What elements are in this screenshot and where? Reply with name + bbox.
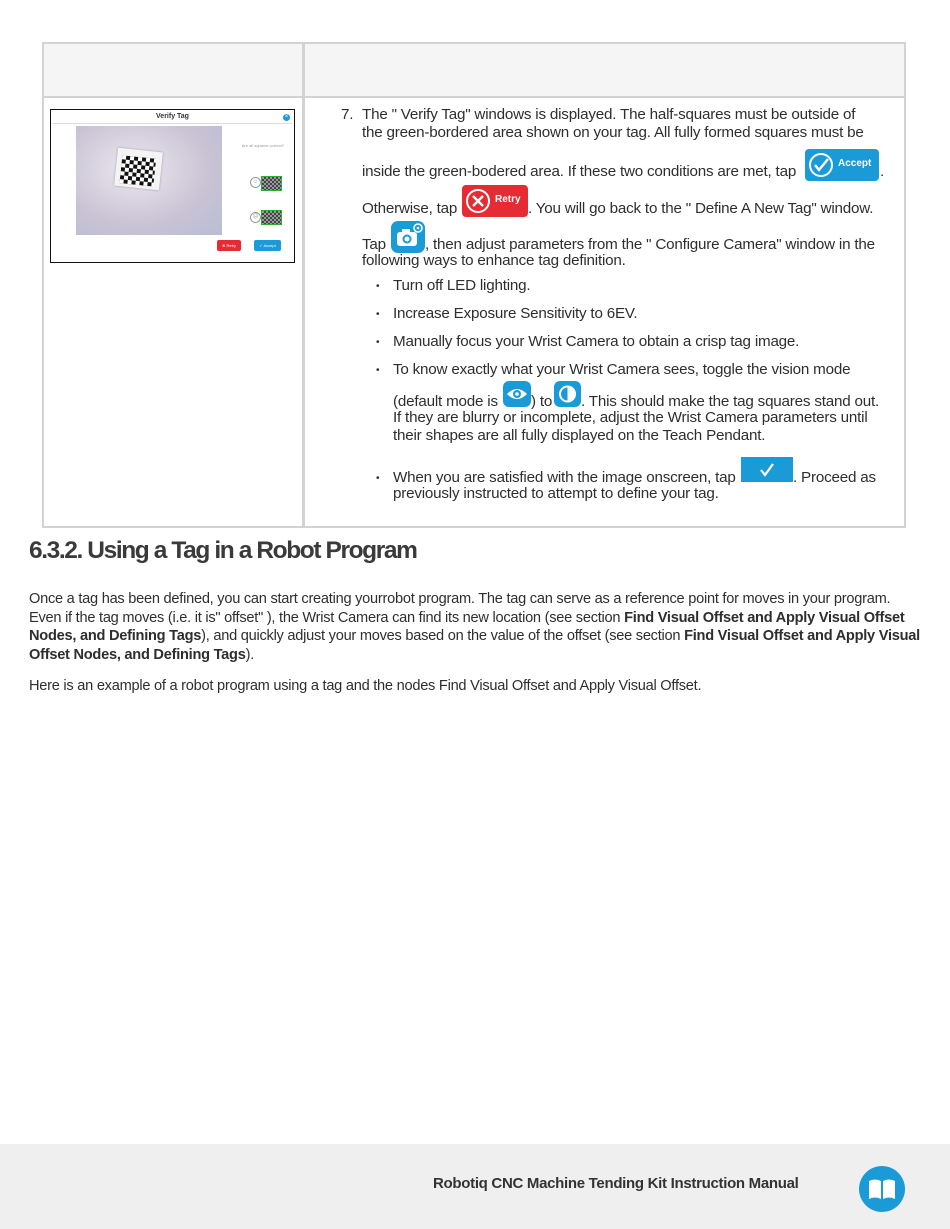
eye-icon bbox=[503, 381, 531, 407]
screenshot-title: Verify Tag bbox=[156, 113, 189, 120]
bullet-4-line-2b: ) to bbox=[531, 393, 553, 410]
bullet-5-line-1a: When you are satisfied with the image onscreen, tap bbox=[393, 469, 736, 486]
bullet-4-line-3: If they are blurry or incomplete, adjust the Wrist Camera parameters until bbox=[393, 409, 868, 426]
bullet-1: Turn off LED lighting. bbox=[393, 277, 531, 294]
step-line-2: the green-bordered area shown on your tag. All fully formed squares must be bbox=[362, 124, 864, 141]
screenshot-retry-button: ⊗ Retry bbox=[217, 240, 241, 251]
smiley-icon: ☺ bbox=[250, 177, 261, 188]
accept-icon-label: Accept bbox=[838, 158, 872, 169]
book-icon bbox=[859, 1166, 905, 1212]
camera-preview-image bbox=[76, 126, 222, 235]
step-line-1: The " Verify Tag" windows is displayed. The half-squares must be outside of bbox=[362, 106, 856, 123]
bullet-2: Increase Exposure Sensitivity to 6EV. bbox=[393, 305, 638, 322]
step-line-6: following ways to enhance tag definition. bbox=[362, 252, 626, 269]
bullet-5-line-1b: . Proceed as bbox=[793, 469, 876, 486]
bullet-dot: • bbox=[376, 473, 380, 484]
screenshot-question: Are all squares correct? bbox=[241, 143, 284, 148]
verify-tag-screenshot bbox=[50, 109, 295, 263]
step-number: 7. bbox=[341, 106, 354, 123]
retry-button-icon bbox=[462, 185, 528, 217]
section-paragraph-2: Here is an example of a robot program using a tag and the nodes Find Visual Offset and Apply Visual Offset. bbox=[29, 678, 702, 694]
step-line-5b: , then adjust parameters from the " Configure Camera" window in the bbox=[425, 236, 875, 253]
checkerboard-pattern bbox=[119, 155, 156, 186]
bullet-dot: • bbox=[376, 337, 380, 348]
checkmark-icon bbox=[741, 457, 793, 482]
retry-icon-label: Retry bbox=[495, 194, 521, 205]
tag-thumbnail bbox=[261, 176, 282, 191]
bullet-4-line-2a: (default mode is bbox=[393, 393, 498, 410]
close-icon: × bbox=[284, 114, 289, 120]
tag-thumbnail bbox=[261, 210, 282, 225]
table-header-row bbox=[44, 44, 904, 98]
step-line-3-end: . bbox=[880, 163, 885, 180]
step-line-4b: . You will go back to the " Define A New Tag" window. bbox=[528, 200, 874, 217]
bullet-4-line-4: their shapes are all fully displayed on the Teach Pendant. bbox=[393, 427, 766, 444]
bullet-4-line-1: To know exactly what your Wrist Camera sees, toggle the vision mode bbox=[393, 361, 851, 378]
contrast-icon bbox=[554, 381, 581, 407]
section-reference-link: Find Visual Offset and Apply Visual Offset Nodes, and Defining Tags bbox=[29, 628, 920, 663]
accept-button-icon bbox=[805, 149, 879, 181]
bullet-dot: • bbox=[376, 281, 380, 292]
table-column-divider bbox=[302, 44, 305, 526]
step-line-5a: Tap bbox=[362, 236, 386, 253]
camera-settings-icon bbox=[391, 221, 425, 253]
step-line-4a: Otherwise, tap bbox=[362, 200, 458, 217]
section-paragraph-1: Once a tag has been defined, you can start creating yourrobot program. The tag can serve as a reference point for moves in your program. Even if the tag moves (i.e. it is" offset" ), the Wrist Camera can find its new location (see section Find Visual Offset and Apply Visual Offset Nodes, and Defining Tags), and quickly adjust your moves based on the value of the offset (see section Find Visual Offset and Apply Visual Offset Nodes, and Defining Tags). bbox=[29, 591, 920, 663]
bullet-5-line-2: previously instructed to attempt to define your tag. bbox=[393, 485, 719, 502]
section-heading: 6.3.2. Using a Tag in a Robot Program bbox=[29, 537, 417, 564]
page-footer bbox=[0, 1144, 950, 1229]
footer-title: Robotiq CNC Machine Tending Kit Instruction Manual bbox=[433, 1175, 799, 1192]
bullet-dot: • bbox=[376, 365, 380, 376]
screenshot-accept-button: ✓ Accept bbox=[254, 240, 281, 251]
frown-icon: ☹ bbox=[250, 212, 261, 223]
bullet-3: Manually focus your Wrist Camera to obtain a crisp tag image. bbox=[393, 333, 800, 350]
screenshot-title-divider bbox=[53, 123, 292, 124]
section-reference-link: Find Visual Offset and Apply Visual Offset Nodes, and Defining Tags bbox=[29, 609, 905, 644]
calibration-tag bbox=[114, 148, 163, 190]
bullet-4-line-2c: . This should make the tag squares stand out. bbox=[581, 393, 880, 410]
step-line-3: inside the green-bodered area. If these two conditions are met, tap bbox=[362, 163, 797, 180]
bullet-dot: • bbox=[376, 309, 380, 320]
